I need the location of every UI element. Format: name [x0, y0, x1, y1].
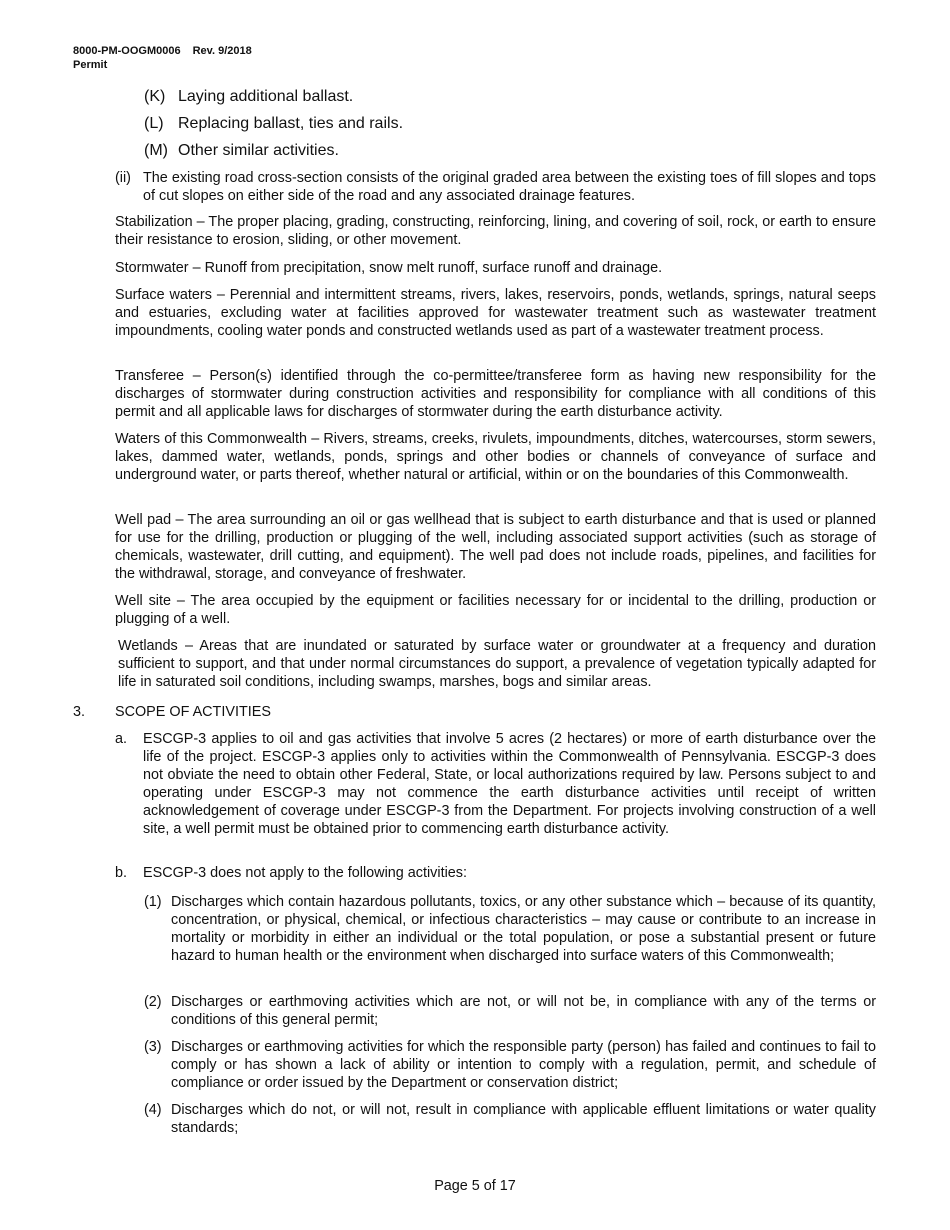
definition-well-pad: Well pad – The area surrounding an oil or gas wellhead that is subject to earth disturbance and that is used or planned for use for the drilling, production or plugging of the well, including associated support activities (such as storage of chemicals, wastewater, drill cutting, and equipment). The well pad does not include roads, pipelines, and facilities for the withdrawal, storage, and conveyance of freshwater.	[115, 512, 876, 582]
definition-stabilization: Stabilization – The proper placing, grading, constructing, reinforcing, lining, and covering of soil, rock, or earth to ensure their resistance to erosion, sliding, or other movement.	[115, 214, 876, 248]
item-ii	[115, 169, 876, 205]
list-item-label: (K)	[144, 88, 166, 105]
scope-item-label: b.	[115, 865, 128, 881]
list-item-text: Laying additional ballast.	[178, 88, 354, 105]
exclusion-item-text: Discharges which contain hazardous pollutants, toxics, or any other substance which – because of its quantity, concentration, or physical, chemical, or infectious characteristics – may cause or contribute to an increase in mortality or morbidity in either an individual or the total population, or pose a substantial present or future hazard to human health or the environment when discharged into surface waters of this Commonwealth;	[171, 894, 876, 964]
definition-waters-of-commonwealth: Waters of this Commonwealth – Rivers, streams, creeks, rivulets, impoundments, ditches, watercourses, storm sewers, lakes, dammed water, wetlands, ponds, springs and other bodies or channels of conveyance of surface and underground water, or parts thereof, whether natural or artificial, within or on the boundaries of this Commonwealth.	[115, 431, 876, 483]
exclusion-item-2	[144, 993, 876, 1029]
exclusion-item-text: Discharges which do not, or will not, result in compliance with applicable effluent limitations or water quality standards;	[171, 1102, 876, 1136]
definition-stormwater: Stormwater – Runoff from precipitation, snow melt runoff, surface runoff and drainage.	[115, 260, 663, 276]
item-ii-text: The existing road cross-section consists of the original graded area between the existing toes of fill slopes and tops of cut slopes on either side of the road and any associated drainage features.	[143, 170, 876, 204]
document-revision: Rev. 9/2018	[192, 45, 252, 57]
exclusion-item-text: Discharges or earthmoving activities for which the responsible party (person) has failed and continues to fail to comply or has shown a lack of ability or intention to comply with a regulation, permit, and schedule of compliance or order issued by the Department or conservation district;	[171, 1039, 876, 1091]
definition-transferee: Transferee – Person(s) identified through the co-permittee/transferee form as having new responsibility for the discharges of stormwater during construction activities and responsibility for compliance with all conditions of this permit and all applicable laws for discharges of stormwater during the earth disturbance activity.	[115, 368, 876, 420]
document-id: 8000-PM-OOGM0006	[73, 45, 181, 57]
exclusion-item-4	[144, 1101, 876, 1137]
list-item-text: Replacing ballast, ties and rails.	[178, 115, 404, 132]
scope-item-label: a.	[115, 731, 128, 747]
exclusion-item-label: (3)	[144, 1039, 162, 1055]
exclusion-item-label: (2)	[144, 994, 162, 1010]
list-item-label: (M)	[144, 142, 168, 159]
item-ii-label: (ii)	[115, 170, 131, 186]
definition-wetlands: Wetlands – Areas that are inundated or saturated by surface water or groundwater at a frequency and duration sufficient to support, and that under normal circumstances do support, a prevalence of vegetation typically adapted for life in saturated soil conditions, including swamps, marshes, bogs and similar areas.	[118, 638, 876, 690]
scope-item-b	[115, 864, 876, 882]
scope-item-text: ESCGP-3 applies to oil and gas activities that involve 5 acres (2 hectares) or more of earth disturbance over the life of the project. ESCGP-3 applies only to activities within the Commonwealth of Pennsylvania. ESCGP-3 does not obviate the need to obtain other Federal, State, or local authorizations required by law. Persons subject to and operating under ESCGP-3 may not commence the earth disturbance activities until receipt of written acknowledgement of coverage under ESCGP-3 from the Department. For projects involving construction of a well site, a well permit must be obtained prior to commencing earth disturbance activity.	[143, 731, 876, 837]
definition-well-site: Well site – The area occupied by the equipment or facilities necessary for or incidental to the drilling, production or plugging of a well.	[115, 593, 876, 627]
list-item-label: (L)	[144, 115, 164, 132]
section-title: SCOPE OF ACTIVITIES	[115, 704, 271, 720]
section-heading	[73, 703, 271, 721]
exclusion-item-3	[144, 1038, 876, 1092]
exclusion-item-1	[144, 893, 876, 965]
page-number: Page 5 of 17	[434, 1178, 516, 1194]
exclusion-item-label: (4)	[144, 1102, 162, 1118]
document-type: Permit	[73, 59, 108, 71]
scope-item-text: ESCGP-3 does not apply to the following activities:	[143, 865, 467, 881]
section-number: 3.	[73, 704, 86, 720]
list-item-text: Other similar activities.	[178, 142, 339, 159]
definition-surface-waters: Surface waters – Perennial and intermittent streams, rivers, lakes, reservoirs, ponds, wetlands, springs, natural seeps and estuaries, excluding water at facilities approved for wastewater treatment such as wastewater treatment impoundments, cooling water ponds and constructed wetlands used as part of a wastewater treatment process.	[115, 287, 876, 339]
document-header	[73, 44, 252, 72]
exclusion-item-text: Discharges or earthmoving activities which are not, or will not be, in compliance with any of the terms or conditions of this general permit;	[171, 994, 876, 1028]
scope-item-a	[115, 730, 876, 838]
exclusion-item-label: (1)	[144, 894, 162, 910]
